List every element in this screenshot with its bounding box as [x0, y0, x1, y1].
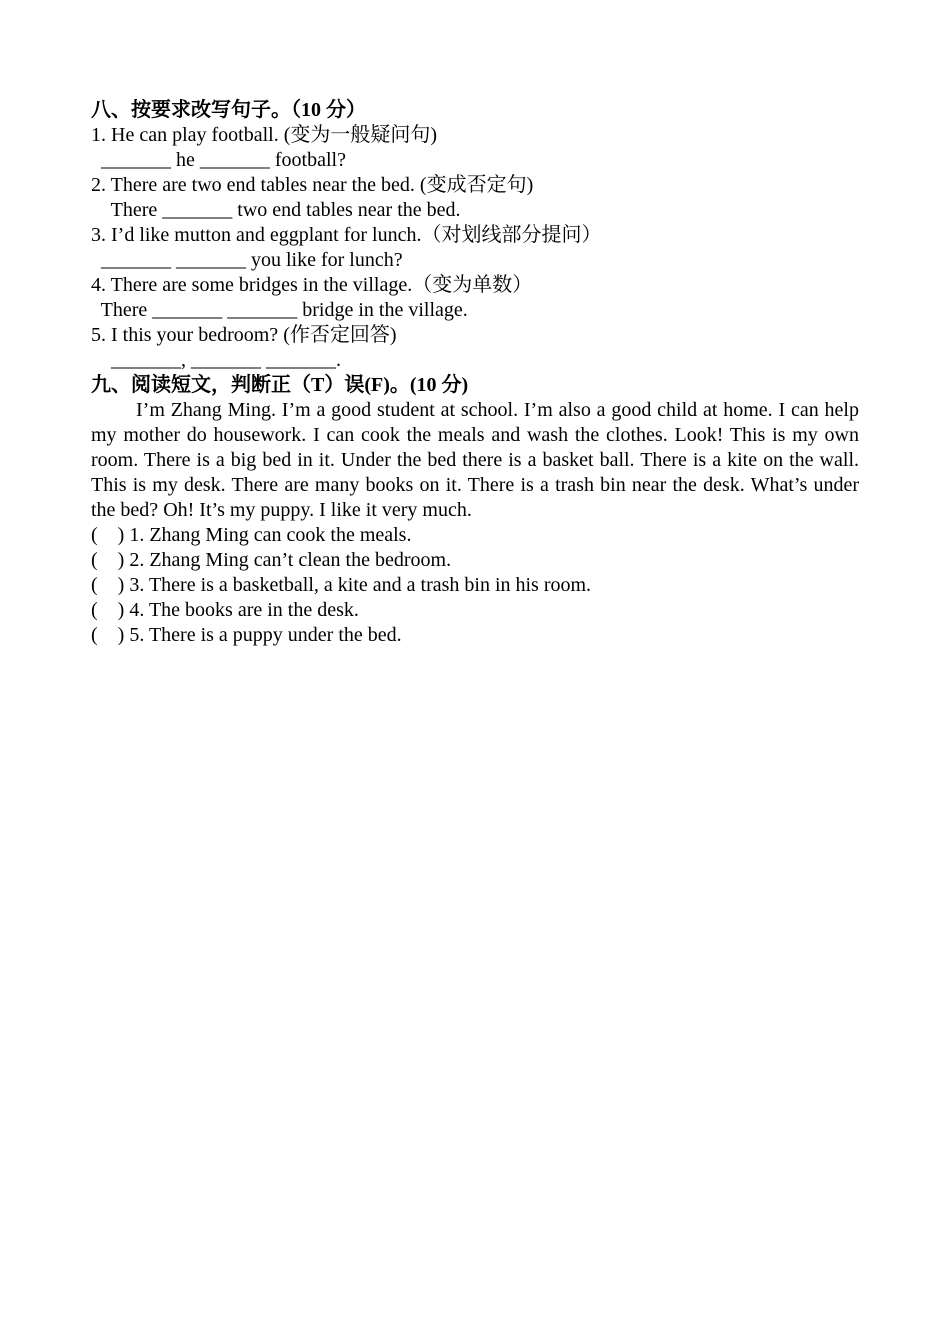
statement-1: ( ) 1. Zhang Ming can cook the meals.	[91, 524, 412, 546]
section-9-heading: 九、阅读短文，判断正（T）误(F)。(10 分)	[91, 374, 469, 396]
item-2-question: 2. There are two end tables near the bed. (变成否定句)	[91, 174, 534, 196]
section-8-heading: 八、按要求改写句子。（10 分）	[91, 99, 366, 121]
statement-4: ( ) 4. The books are in the desk.	[91, 599, 359, 621]
item-3-answer: _______ _______ you like for lunch?	[91, 249, 403, 271]
worksheet-page	[91, 98, 859, 648]
item-1-question: 1. He can play football. (变为一般疑问句)	[91, 124, 438, 146]
item-2-answer: There _______ two end tables near the bed.	[91, 199, 461, 221]
statement-5: ( ) 5. There is a puppy under the bed.	[91, 624, 402, 646]
item-4-question: 4. There are some bridges in the village.（变为单数）	[91, 274, 533, 296]
item-4-answer: There _______ _______ bridge in the village.	[91, 299, 468, 321]
item-3-question: 3. I’d like mutton and eggplant for lunch.（对划线部分提问）	[91, 224, 602, 246]
statement-3: ( ) 3. There is a basketball, a kite and a trash bin in his room.	[91, 574, 592, 596]
reading-passage: I’m Zhang Ming. I’m a good student at school. I’m also a good child at home. I can help my mother do housework. I can cook the meals and wash the clothes. Look! This is my own room. There is a big bed in it. Under the bed there is a basket ball. There is a kite on the wall. This is my desk. There are many books on it. There is a trash bin near the desk. What’s under the bed? Oh! It’s my puppy. I like it very much.	[91, 399, 859, 521]
item-1-answer: _______ he _______ football?	[91, 149, 346, 171]
statement-2: ( ) 2. Zhang Ming can’t clean the bedroom.	[91, 549, 452, 571]
item-5-answer: _______, _______ _______.	[91, 349, 341, 371]
item-5-question: 5. I this your bedroom? (作否定回答)	[91, 324, 397, 346]
